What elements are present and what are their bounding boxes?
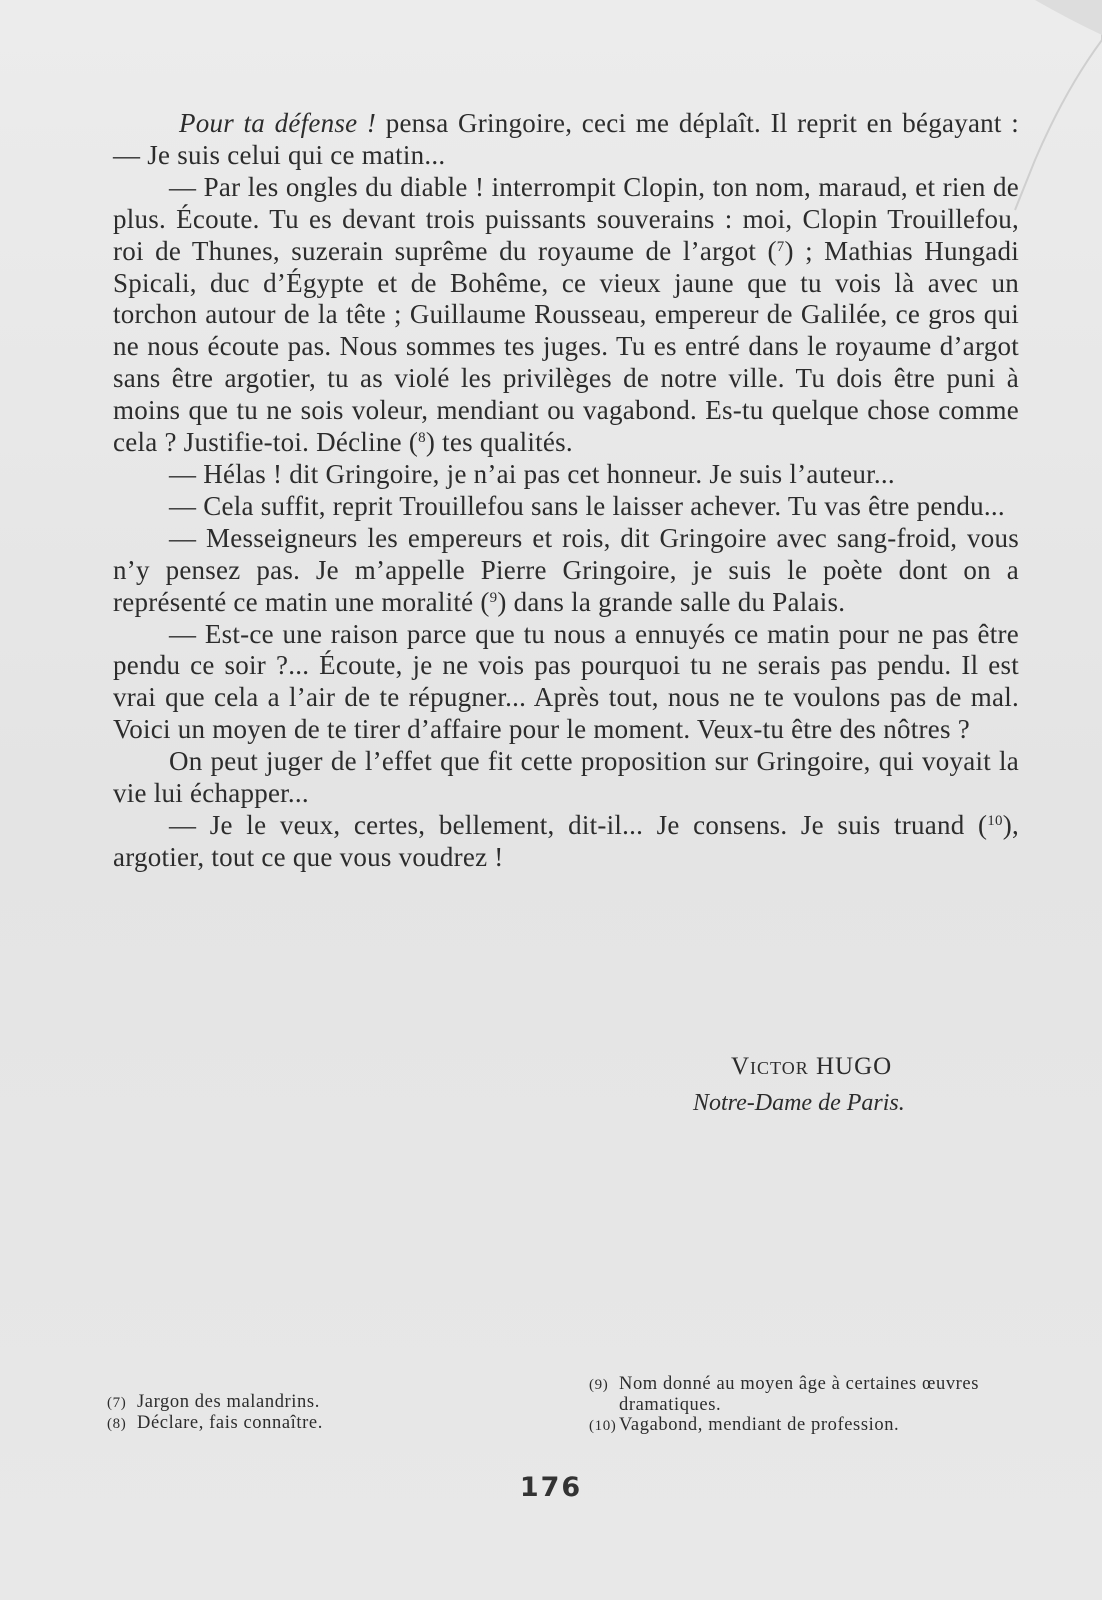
italic-phrase: Pour ta défense ! <box>179 108 377 138</box>
paragraph-8: — Je le veux, certes, bellement, dit-il... Je consens. Je suis truand ($^{10}$), argotier, tout ce que vous voudrez ! <box>113 809 1019 872</box>
footnote-8: (8) Déclare, fais connaître. <box>107 1413 323 1433</box>
paragraph-1: Pour ta défense ! pensa Gringoire, ceci me déplaît. Il reprit en bégayant : — Je suis celui qui ce matin... <box>113 108 1019 170</box>
footnote-ref-7: 7 <box>776 238 785 255</box>
paragraph-6: — Est-ce une raison parce que tu nous a ennuyés ce matin pour ne pas être pendu ce soir ?... Écoute, je ne vois pas pourquoi tu ne serais pas pendu. Il est vrai que cela a l’air de te répugner... Après tout, nous ne te voulons pas de mal. Voici un moyen de te tirer d’affaire pour le moment. Veux-tu être des nôtres ? <box>113 618 1019 745</box>
footnote-10: (10) Vagabond, mendiant de profession. <box>589 1415 900 1435</box>
footnote-ref-9: 9 <box>489 589 498 606</box>
footnote-ref-8: 8 <box>418 430 426 447</box>
footnotes-right <box>589 1374 1019 1436</box>
paragraph-2: — Par les ongles du diable ! interrompit Clopin, ton nom, maraud, et rien de plus. Écoute. Tu es devant trois puissants souverains : moi, Clopin Trouillefou, roi de Thunes, suzerain suprême du royaume de l’argot ($^7$) ; Mathias Hungadi Spicali, duc d’Égypte et de Bohême, ce vieux jaune que tu vois là avec un torchon autour de la tête ; Guillaume Rousseau, empereur de Galilée, ce gros qui ne nous écoute pas. Nous sommes tes juges. Tu es entré dans le royaume d’argot sans être argotier, tu as violé les privilèges de notre ville. Tu dois être puni à moins que tu ne sois voleur, mendiant ou vagabond. Es-tu quelque chose comme cela ? Justifie-toi. Décline ($^8$) tes qualités. <box>113 171 1019 458</box>
paragraph-4: — Cela suffit, reprit Trouillefou sans le laisser achever. Tu vas être pendu... <box>169 490 1005 521</box>
paragraph-7: On peut juger de l’effet que fit cette proposition sur Gringoire, qui voyait la vie lui échapper... <box>113 746 1019 809</box>
paragraph-5: — Messeigneurs les empereurs et rois, dit Gringoire avec sang-froid, vous n’y pensez pas. Je m’appelle Pierre Gringoire, je suis le poète dont on a représenté ce matin une moralité ($^9$) dans la grande salle du Palais. <box>113 522 1019 617</box>
footnote-7: (7) Jargon des malandrins. <box>107 1392 320 1412</box>
footnote-9: (9) Nom donné au moyen âge à certaines œuvres dramatiques. <box>589 1374 980 1415</box>
main-text <box>113 108 1019 874</box>
page-number: 176 <box>519 1472 583 1503</box>
footnote-ref-10: 10 <box>987 812 1003 829</box>
signature-work: Notre-Dame de Paris. <box>693 1090 905 1116</box>
signature-author: Victor HUGO <box>731 1053 893 1080</box>
footnotes-left <box>107 1392 407 1434</box>
paragraph-3: — Hélas ! dit Gringoire, je n’ai pas cet honneur. Je suis l’auteur... <box>169 458 895 489</box>
